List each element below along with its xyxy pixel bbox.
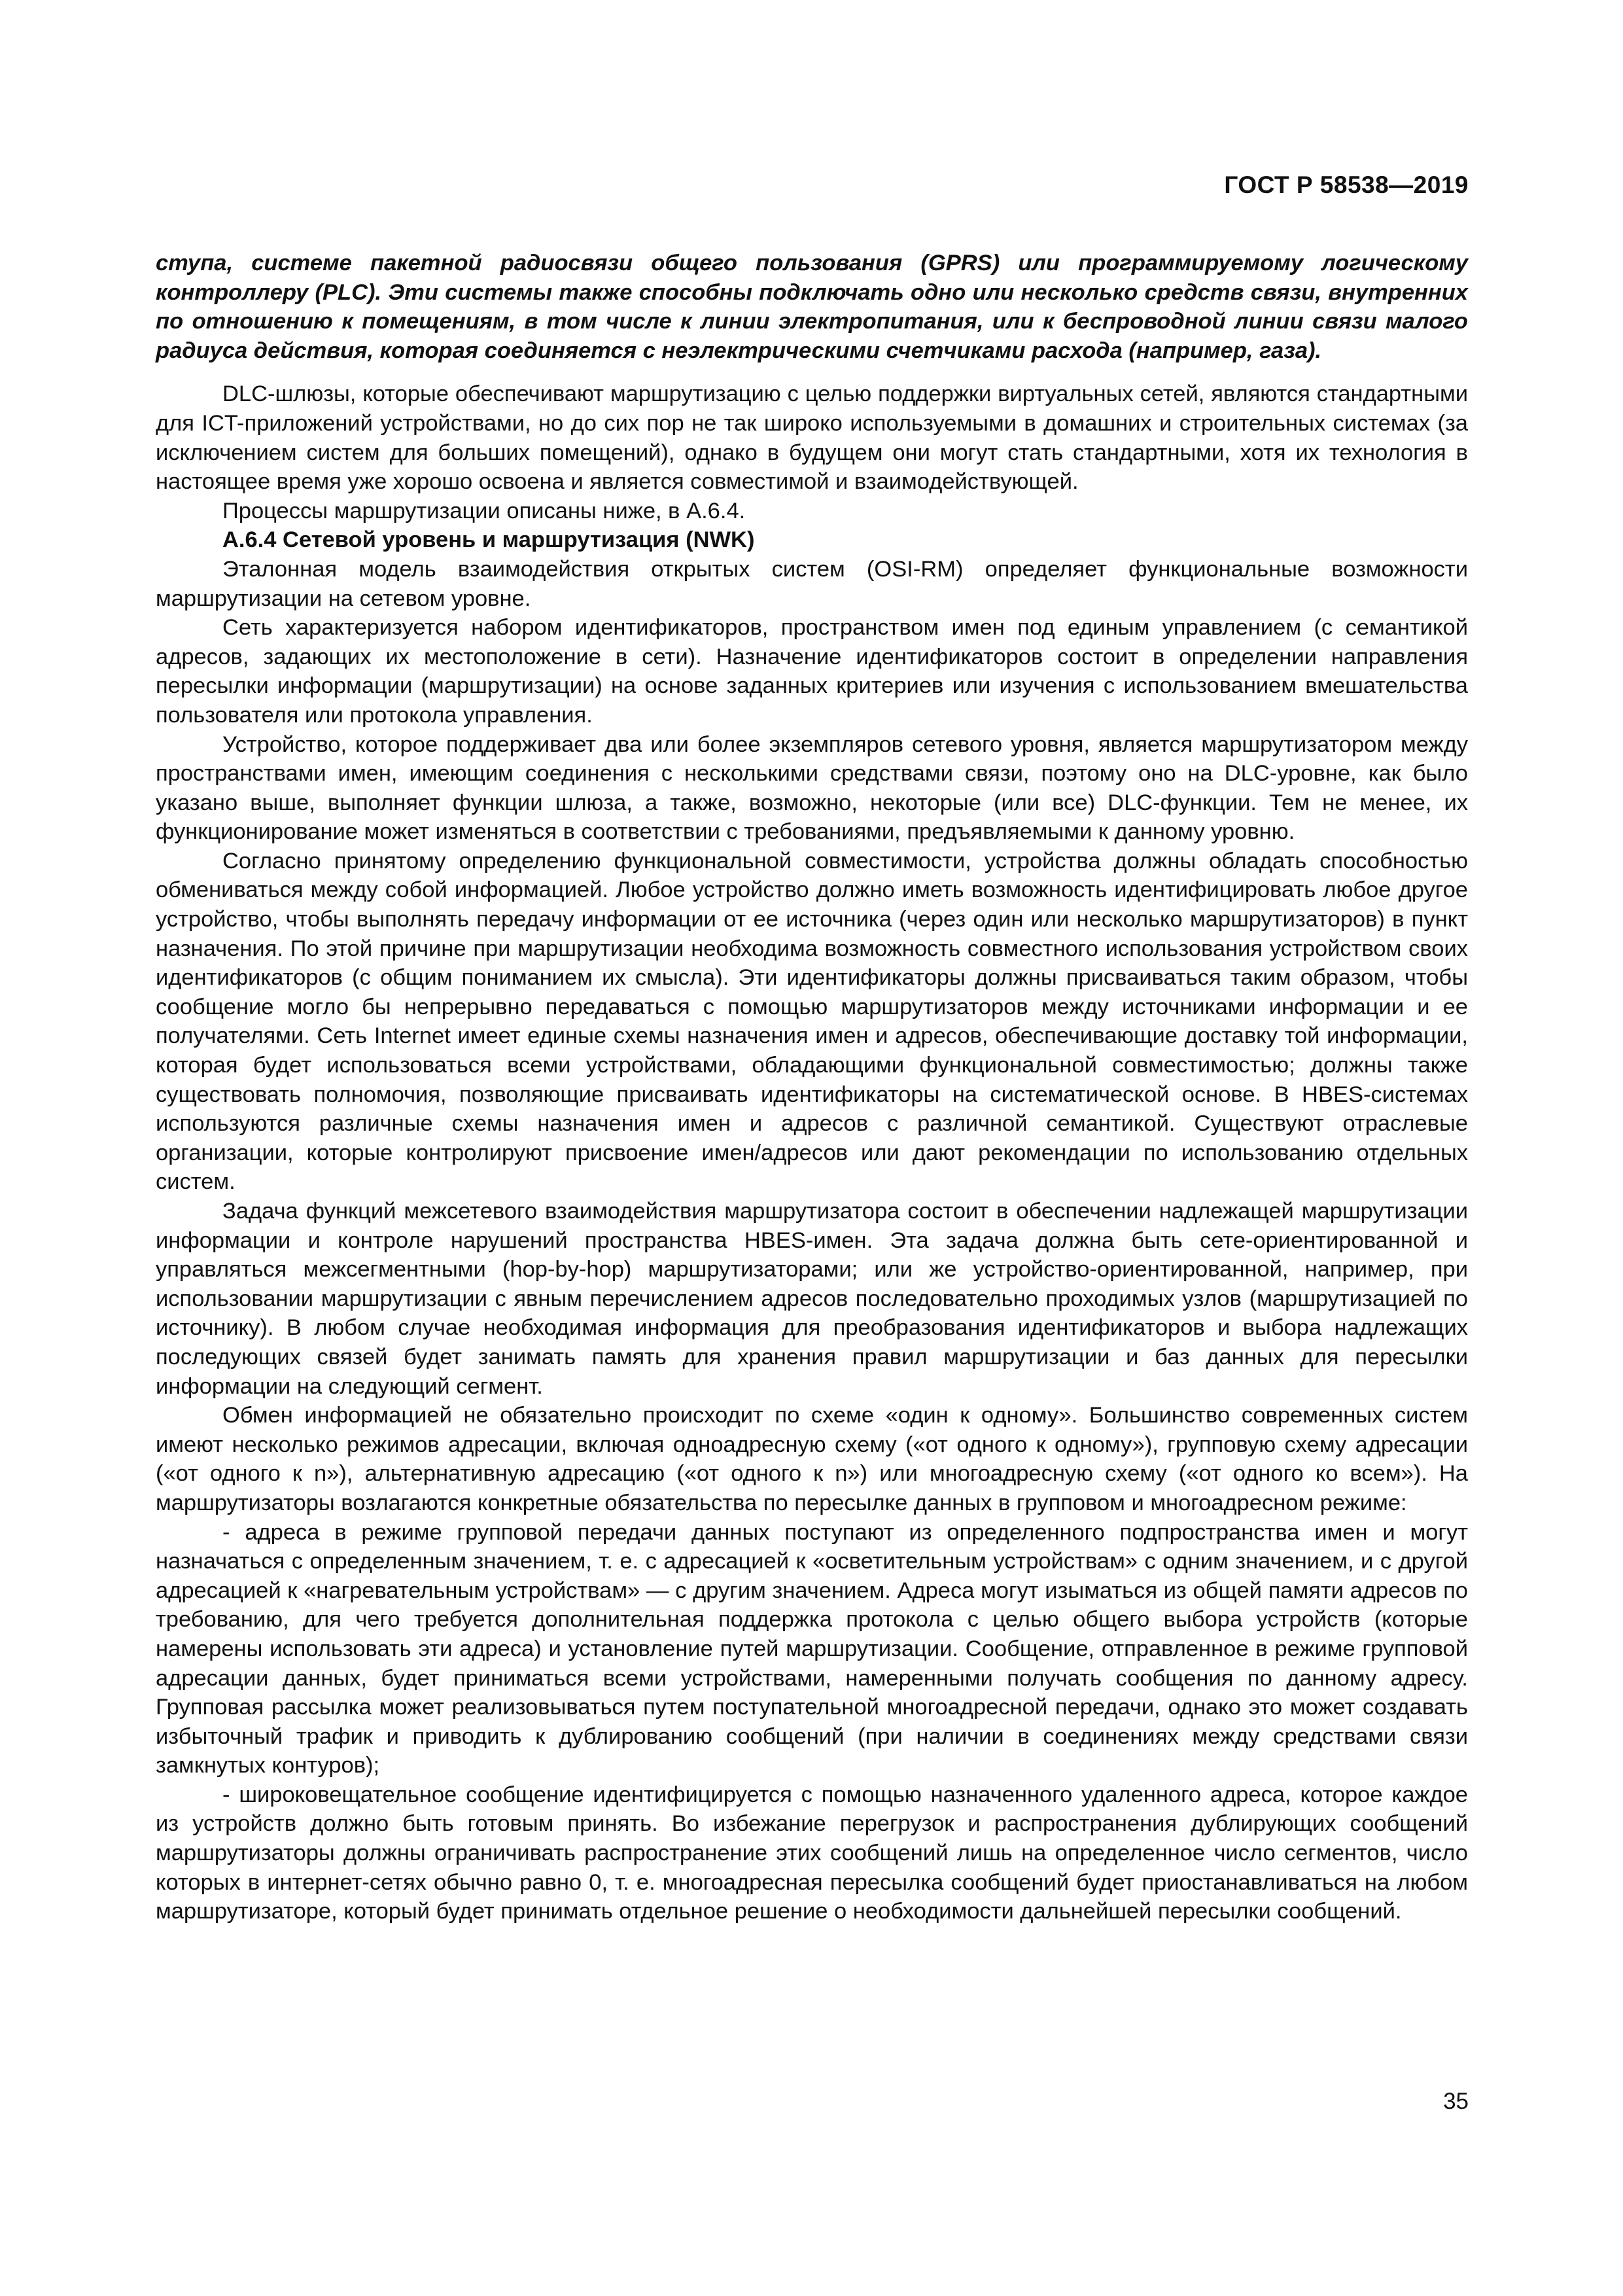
paragraph-dlc-gateways: DLC-шлюзы, которые обеспечивают маршрутизацию с целью поддержки виртуальных сетей, являются стандартными для ICT-приложений устройствами, но до сих пор не так широко используемыми в домашних и строительных системах (за исключением систем для больших помещений), однако в будущем они могут стать стандартными, хотя их технология в настоящее время уже хорошо освоена и является совместимой и взаимодействующей.	[156, 381, 1468, 495]
document-header-id: ГОСТ Р 58538—2019	[1224, 171, 1469, 198]
page-number: 35	[1443, 2089, 1469, 2114]
paragraph-addressing-modes: Обмен информацией не обязательно происходит по схеме «один к одному». Большинство современных систем имеют несколько режимов адресации, включая одноадресную схему («от одного к одному»), групповую схему адресации («от одного к n»), альтернативную адресацию («от одного к n») или многоадресную схему («от одного ко всем»). На маршрутизаторы возлагаются конкретные обязательства по пересылке данных в групповом и многоадресном режиме:	[156, 1403, 1468, 1515]
paragraph-router-device: Устройство, которое поддерживает два или более экземпляров сетевого уровня, является маршрутизатором между пространствами имен, имеющим соединения с несколькими средствами связи, поэтому оно на DLC-уровне, как было указано выше, выполняет функции шлюза, а также, возможно, некоторые (или все) DLC-функции. Тем не менее, их функционирование может изменяться в соответствии с требованиями, предъявляемыми к данному уровню.	[156, 732, 1468, 845]
list-item-group-addressing: - адреса в режиме групповой передачи данных поступают из определенного подпространства имен и могут назначаться с определенным значением, т. е. с адресацией к «осветительным устройствам» с одним значением, и с другой адресацией к «нагревательным устройствам» — с другим значением. Адреса могут изыматься из общей памяти адресов по требованию, для чего требуется дополнительная поддержка протокола с целью общего выбора устройств (которые намерены использовать эти адреса) и установление путей маршрутизации. Сообщение, отправленное в режиме групповой адресации данных, будет приниматься всеми устройствами, намеренными получать сообщения по данному адресу. Групповая рассылка может реализовываться путем поступательной многоадресной передачи, однако это может создавать избыточный трафик и приводить к дублированию сообщений (при наличии в соединениях между средствами связи замкнутых контуров);	[156, 1519, 1468, 1778]
list-item-broadcast: - широковещательное сообщение идентифицируется с помощью назначенного удаленного адреса, которое каждое из устройств должно быть готовым принять. Во избежание перегрузок и распространения дублирующих сообщений маршрутизаторы должны ограничивать распространение этих сообщений лишь на определенное число сегментов, число которых в интернет-сетях обычно равно 0, т. е. многоадресная пересылка сообщений будет приостанавливаться на любом маршрутизаторе, который будет принимать отдельное решение о необходимости дальнейшей пересылки сообщений.	[156, 1782, 1468, 1924]
document-body	[156, 249, 1468, 1926]
note-paragraph: ступа, системе пакетной радиосвязи общего пользования (GPRS) или программируемому логическому контроллеру (PLC). Эти системы также способны подключать одно или несколько средств связи, внутренних по отношению к помещениям, в том числе к линии электропитания, или к беспроводной линии связи малого радиуса действия, которая соединяется с неэлектрическими счетчиками расхода (например, газа).	[156, 251, 1468, 363]
paragraph-interoperability: Согласно принятому определению функциональной совместимости, устройства должны обладать способностью обмениваться между собой информацией. Любое устройство должно иметь возможность идентифицировать любое другое устройство, чтобы выполнять передачу информации от ее источника (через один или несколько маршрутизаторов) в пункт назначения. По этой причине при маршрутизации необходима возможность совместного использования устройством своих идентификаторов (с общим пониманием их смысла). Эти идентификаторы должны присваиваться таким образом, чтобы сообщение могло бы непрерывно передаваться с помощью маршрутизаторов между источниками информации и ее получателями. Сеть Internet имеет единые схемы назначения имен и адресов, обеспечивающие доставку той информации, которая будет использоваться всеми устройствами, обладающими функциональной совместимостью; должны также существовать полномочия, позволяющие присваивать идентификаторы на систематической основе. В HBES-системах используются различные схемы назначения имен и адресов с различной семантикой. Существуют отраслевые организации, которые контролируют присвоение имен/адресов или дают рекомендации по использованию отдельных систем.	[156, 848, 1468, 1195]
paragraph-network-identifiers: Сеть характеризуется набором идентификаторов, пространством имен под единым управлением (с семантикой адресов, задающих их местоположение в сети). Назначение идентификаторов состоит в определении направления пересылки информации (маршрутизации) на основе заданных критериев или изучения с использованием вмешательства пользователя или протокола управления.	[156, 615, 1468, 728]
paragraph-routing-processes: Процессы маршрутизации описаны ниже, в А.6.4.	[222, 498, 746, 523]
paragraph-internetworking-task: Задача функций межсетевого взаимодействия маршрутизатора состоит в обеспечении надлежащей маршрутизации информации и контроле нарушений пространства HBES-имен. Эта задача должна быть сете-ориентированной и управляться межсегментными (hop-by-hop) маршрутизаторами; или же устройство-ориентированной, например, при использовании маршрутизации с явным перечислением адресов последовательно проходимых узлов (маршрутизацией по источнику). В любом случае необходимая информация для преобразования идентификаторов и выбора надлежащих последующих связей будет занимать память для хранения правил маршрутизации и баз данных для пересылки информации на следующий сегмент.	[156, 1199, 1468, 1399]
section-heading-a64: А.6.4 Сетевой уровень и маршрутизация (NWK)	[222, 527, 755, 553]
paragraph-osi-rm: Эталонная модель взаимодействия открытых систем (OSI-RM) определяет функциональные возможности маршрутизации на сетевом уровне.	[156, 556, 1468, 611]
